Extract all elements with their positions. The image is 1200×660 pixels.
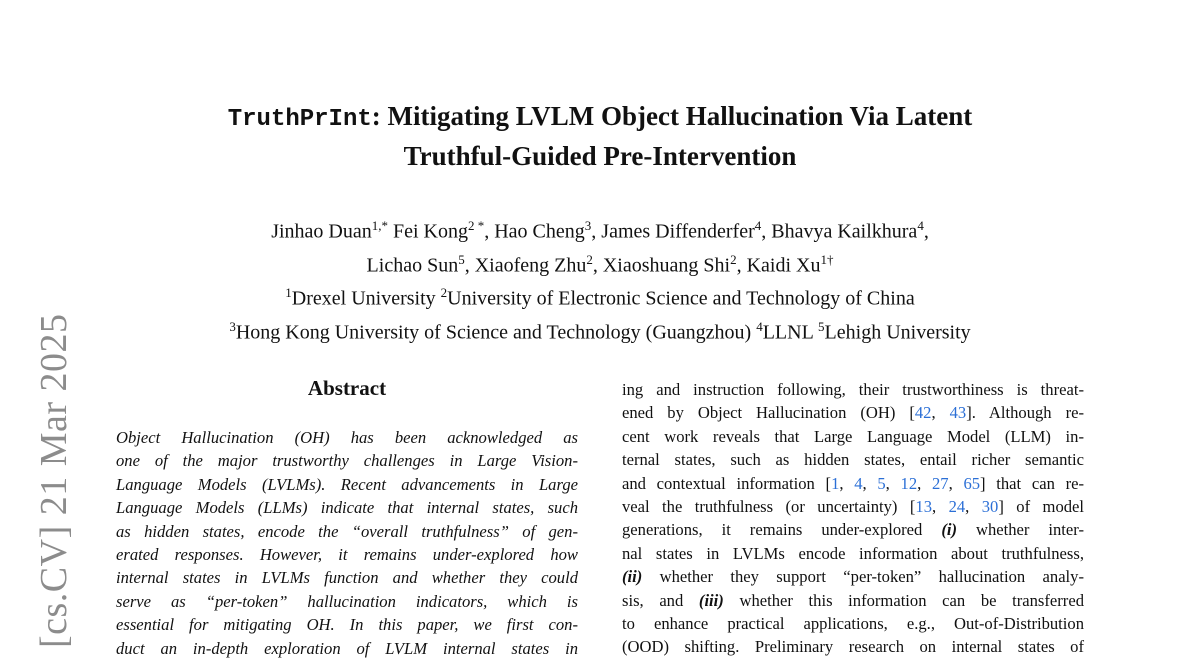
- abstract-line: Language Models (LVLMs). Recent advancements in Large: [116, 474, 578, 494]
- author-name: Jinhao Duan: [271, 220, 372, 243]
- affiliation-name: Drexel University: [291, 287, 436, 310]
- author-name: Kaidi Xu: [746, 254, 821, 277]
- title-line-2: Truthful-Guided Pre-Intervention: [403, 141, 797, 171]
- abstract-line: Object Hallucination (OH) has been acknowledged as: [116, 428, 578, 447]
- affiliation-name: LLNL: [762, 321, 814, 344]
- intro-line: [622, 589, 1084, 612]
- text: generations, it remains under-explored: [622, 520, 942, 540]
- citation-link[interactable]: 30: [981, 496, 999, 516]
- affiliation-sup: 1: [285, 285, 292, 301]
- text: ]. Although re-: [966, 403, 1084, 423]
- text: sis, and: [622, 590, 699, 610]
- intro-line: [622, 518, 1084, 541]
- author-name: Xiaofeng Zhu: [474, 254, 587, 277]
- intro-line: ened by Object Hallucination (OH) [42, 43]. Although re-: [622, 403, 1084, 423]
- affiliation-name: Lehigh University: [824, 321, 971, 344]
- text: whether inter-: [957, 520, 1084, 540]
- affiliation-sup: 5: [818, 318, 825, 334]
- intro-body: [622, 378, 1084, 659]
- paper-title: [0, 98, 1200, 174]
- intro-line: to enhance practical applications, e.g., Out-of-Distribution: [622, 613, 1084, 633]
- intro-line: ternal states, such as hidden states, entail richer semantic: [622, 450, 1084, 470]
- abstract-heading: Abstract: [307, 376, 387, 400]
- method-name: TruthPrInt: [227, 106, 372, 133]
- author-sup: 4: [917, 218, 924, 233]
- affiliation-line-2: [0, 313, 1200, 347]
- author-sup: 5: [458, 251, 465, 267]
- affiliation-line-1: [0, 279, 1200, 313]
- title-line-1-text: : Mitigating LVLM Object Hallucination Via Latent: [371, 101, 973, 131]
- abstract-line: duct an in-depth exploration of LVLM internal states in: [116, 638, 578, 658]
- author-name: Lichao Sun: [366, 254, 459, 277]
- enum-marker: (ii): [622, 567, 643, 587]
- author-sup: 2 *: [467, 218, 485, 233]
- author-sup: 4: [754, 218, 762, 233]
- affiliation-name: University of Electronic Science and Technology of China: [447, 287, 915, 310]
- text: whether this information can be transferred: [723, 590, 1084, 610]
- citation-link[interactable]: 65: [963, 473, 981, 493]
- text: ] of model: [998, 496, 1085, 516]
- arxiv-side-stamp: [28, 300, 74, 648]
- intro-line: nal states in LVLMs encode information about truthfulness,: [622, 543, 1084, 563]
- intro-line: [622, 565, 1084, 588]
- citation-link[interactable]: 5: [877, 473, 886, 493]
- abstract-line: as hidden states, encode the “overall truthfulness” of gen-: [116, 521, 578, 541]
- citation-link[interactable]: 24: [948, 496, 966, 516]
- abstract-line: internal states in LVLMs function and whether they could: [116, 568, 578, 588]
- author-sup: 1†: [820, 251, 834, 267]
- enum-marker: (iii): [698, 590, 724, 610]
- text: ened by Object Hallucination (OH) [: [622, 403, 915, 423]
- abstract-line: essential for mitigating OH. In this paper, we first con-: [116, 615, 578, 635]
- citation-link[interactable]: 4: [854, 473, 863, 493]
- affiliation-sup: 2: [440, 285, 448, 301]
- citation-link[interactable]: 1: [831, 473, 840, 493]
- abstract-line: Language Models (LLMs) indicate that internal states, such: [116, 498, 578, 518]
- intro-line: cent work reveals that Large Language Model (LLM) in-: [622, 426, 1084, 446]
- author-name: Fei Kong: [392, 220, 468, 243]
- text: whether they support “per-token” hallucination analy-: [642, 567, 1084, 587]
- author-name: Xiaoshuang Shi: [602, 254, 731, 277]
- text: ] that can re-: [980, 473, 1085, 493]
- citation-link[interactable]: 43: [949, 403, 967, 423]
- author-name: Bhavya Kailkhura: [771, 220, 918, 243]
- affiliation-sup: 3: [229, 318, 236, 334]
- text: veal the truthfulness (or uncertainty) [: [622, 496, 916, 516]
- citation-link[interactable]: 13: [915, 496, 932, 516]
- affiliation-name: Hong Kong University of Science and Technology (Guangzhou): [235, 321, 752, 344]
- arxiv-id-text: [cs.CV] 21 Mar 2025: [33, 313, 75, 648]
- citation-link[interactable]: 12: [900, 473, 918, 493]
- citation-link[interactable]: 27: [931, 473, 949, 493]
- author-block: [0, 212, 1200, 347]
- intro-line: veal the truthfulness (or uncertainty) [13, 24, 30] of model: [622, 496, 1085, 516]
- author-name: Hao Cheng: [494, 220, 585, 243]
- abstract-line: erated responses. However, it remains under-explored how: [116, 544, 578, 564]
- author-sup: 3: [584, 218, 592, 233]
- author-sup: 2: [730, 251, 737, 267]
- intro-line: (OOD) shifting. Preliminary research on internal states of: [622, 637, 1084, 657]
- abstract-line: serve as “per-token” hallucination indicators, which is: [116, 591, 578, 611]
- author-sup: 1,*: [371, 218, 388, 233]
- intro-line: and contextual information [1, 4, 5, 12, 27, 65] that can re-: [622, 473, 1085, 493]
- intro-line: ing and instruction following, their trustworthiness is threat-: [622, 380, 1084, 399]
- text: and contextual information [: [622, 473, 832, 493]
- title-line-1: [0, 98, 1200, 138]
- abstract-body: [116, 426, 578, 660]
- affiliation-sup: 4: [756, 318, 763, 334]
- abstract-line: one of the major trustworthy challenges in Large Vision-: [116, 451, 578, 471]
- author-line-1: Jinhao Duan$^{1,*}$ Fei Kong$^{2 *}$, Hao Cheng$^3$, James Diffenderfer$^4$, Bhavya Kailkhura$^4$,: [271, 218, 929, 243]
- author-name: James Diffenderfer: [601, 220, 755, 243]
- author-line-2: Lichao Sun$^5$, Xiaofeng Zhu$^2$, Xiaoshuang Shi$^2$, Kaidi $Xu^{1\dagger}$: [366, 251, 834, 277]
- citation-link[interactable]: 42: [914, 403, 932, 423]
- author-sup: 2: [586, 251, 593, 267]
- enum-marker: (i): [941, 520, 957, 540]
